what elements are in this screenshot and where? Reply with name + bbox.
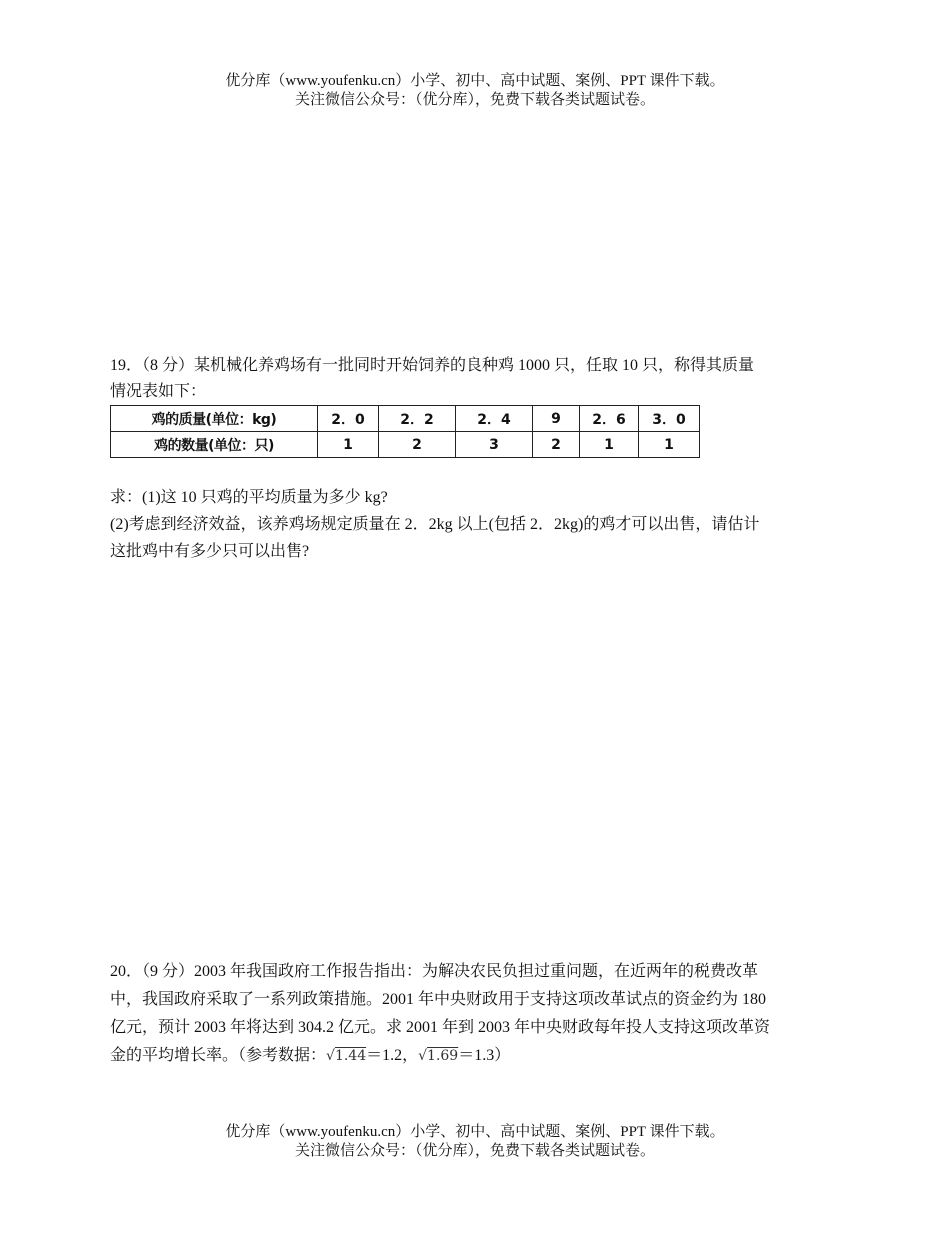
- question-20: [110, 958, 840, 1070]
- page-header: [0, 72, 950, 110]
- question-19-line-1: 19．（8 分）某机械化养鸡场有一批同时开始饲养的良种鸡 1000 只，任取 10 只，称得其质量: [110, 357, 755, 374]
- table-cell: 1: [318, 432, 379, 458]
- question-19-ask-2-line-2: 这批鸡中有多少只可以出售?: [110, 543, 310, 560]
- table-cell: 2．4: [456, 406, 533, 432]
- table-cell: 3．0: [639, 406, 700, 432]
- sqrt-expression-1: √1.44: [326, 1048, 367, 1064]
- chicken-data-table: [110, 405, 700, 458]
- table-cell: 3: [456, 432, 533, 458]
- table-header-mass: 鸡的质量(单位：kg): [111, 406, 318, 432]
- table-row-mass: [111, 406, 700, 432]
- table-cell: 2．6: [580, 406, 639, 432]
- footer-line-2: 关注微信公众号：（优分库），免费下载各类试题试卷。: [294, 1143, 655, 1159]
- table-header-count: 鸡的数量(单位：只): [111, 432, 318, 458]
- table-row-count: [111, 432, 700, 458]
- table-cell: 9: [533, 406, 580, 432]
- question-19-line-2: 情况表如下：: [110, 383, 207, 400]
- question-20-line-4: [110, 1042, 840, 1070]
- question-19: [110, 353, 840, 405]
- sqrt-result-2: ＝1.3）: [458, 1047, 511, 1064]
- table-cell: 2．0: [318, 406, 379, 432]
- header-line-2: 关注微信公众号：（优分库），免费下载各类试题试卷。: [294, 92, 655, 108]
- question-20-line-3: 亿元，预计 2003 年将达到 304.2 亿元。求 2001 年到 2003 年中央财政每年投人支持这项改革资: [110, 1019, 771, 1036]
- table-cell: 2: [533, 432, 580, 458]
- sqrt-expression-2: √1.69: [418, 1048, 459, 1064]
- table-cell: 1: [639, 432, 700, 458]
- question-19-ask-1: 求：(1)这 10 只鸡的平均质量为多少 kg?: [110, 489, 388, 506]
- page-footer: [0, 1123, 950, 1161]
- table-cell: 1: [580, 432, 639, 458]
- header-line-1: 优分库（www.youfenku.cn）小学、初中、高中试题、案例、PPT 课件下载。: [225, 73, 725, 89]
- table-cell: 2: [379, 432, 456, 458]
- question-19-ask-2-line-1: (2)考虑到经济效益，该养鸡场规定质量在 2．2kg 以上(包括 2．2kg)的鸡才可以出售，请估计: [110, 516, 760, 533]
- footer-line-1: 优分库（www.youfenku.cn）小学、初中、高中试题、案例、PPT 课件下载。: [225, 1124, 725, 1140]
- sqrt-radicand-2: 1.69: [427, 1048, 459, 1064]
- question-20-line-1: 20．（9 分）2003 年我国政府工作报告指出：为解决农民负担过重问题，在近两年的税费改革: [110, 963, 759, 980]
- sqrt-radicand-1: 1.44: [334, 1048, 367, 1064]
- table-cell: 2．2: [379, 406, 456, 432]
- sqrt-result-1: ＝1.2，: [366, 1047, 419, 1064]
- question-20-line-2: 中，我国政府采取了一系列政策措施。2001 年中央财政用于支持这项改革试点的资金约为 180: [110, 991, 767, 1008]
- question-20-line-4-prefix: 金的平均增长率。（参考数据：: [110, 1047, 327, 1064]
- question-19-asks: [110, 484, 840, 565]
